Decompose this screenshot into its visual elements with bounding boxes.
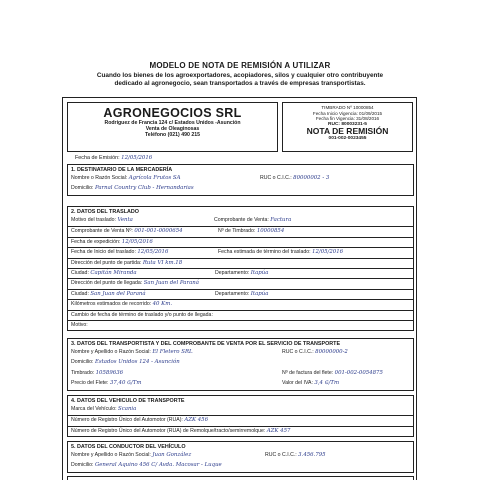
field-label: Fecha de Inicio del traslado: — [71, 249, 136, 256]
field-value: AZK 457 — [266, 427, 291, 434]
issuer-ruc: RUC: 80003231-5 — [328, 121, 367, 127]
field-value: Capitán Miranda — [90, 269, 137, 276]
section-next-partial — [67, 476, 414, 480]
timbrado-start: Fecha Inicio Vigencia: 01/09/2015 — [312, 110, 383, 116]
field-value: Itapúa — [250, 290, 269, 297]
field-value: Estados Unidos 124 - Asunción — [94, 359, 180, 366]
field-value: 10000854 — [256, 228, 285, 235]
field-label: Nº de Timbrado: — [218, 228, 256, 235]
field-value: 12/05/2016 — [121, 238, 153, 245]
field-value: Parnal Country Club - Hernandarias — [94, 185, 194, 192]
field-value: 12/05/2016 — [312, 249, 344, 256]
field-value: 80000002 - 3 — [293, 175, 330, 181]
section-transportista — [67, 338, 414, 391]
timbrado-number: TIMBRADO Nº 10000854 — [321, 105, 374, 110]
form-row — [68, 184, 413, 194]
field-label: Motivo del traslado: — [71, 217, 116, 223]
subtitle-line-2: dedicado al agronegocio, sean transportados a través de empresas transportistas. — [114, 80, 366, 88]
form-row — [68, 348, 413, 358]
field-label: Kilómetros estimados de recorrido: — [71, 301, 152, 308]
field-label: Dirección del punto de partida: — [71, 259, 142, 266]
form-row — [68, 216, 413, 226]
form-row — [68, 278, 413, 288]
field-label: Domicilio: — [71, 185, 94, 192]
field-label: Nombre o Razón Social: — [71, 175, 128, 181]
section-title: 4. DATOS DEL VEHICULO DE TRANSPORTE — [71, 398, 185, 404]
timbrado-end: Fecha fin Vigencia: 31/08/2016 — [315, 116, 380, 122]
field-label: Ciudad: — [71, 290, 89, 297]
emission-date — [75, 155, 152, 161]
field-label: Marca del Vehículo: — [71, 406, 117, 412]
field-value: Itapúa — [250, 269, 269, 276]
field-value: 001-002-0054875 — [334, 369, 383, 376]
page-subtitle — [70, 72, 410, 89]
form-row — [68, 451, 413, 461]
company-activity: Venta de Oleaginosas — [145, 126, 200, 132]
field-label: Timbrado: — [71, 369, 95, 376]
field-value: 37,40 ₲/Tm — [109, 380, 142, 387]
field-value: 12/05/2016 — [137, 249, 169, 256]
form-row — [68, 226, 413, 236]
form-row — [68, 358, 413, 368]
field-label: Nombre y Apellido o Razón Social: — [71, 349, 151, 355]
document-title: NOTA DE REMISIÓN — [306, 126, 389, 137]
field-label: Ciudad: — [71, 269, 89, 276]
form-row — [68, 369, 413, 379]
field-label: Comprobante de Venta Nº: — [71, 228, 133, 235]
field-label: RUC o C.I.C.: — [282, 349, 314, 355]
field-label: Fecha de expedición: — [71, 238, 121, 245]
field-label: Fecha estimada de término del traslado: — [218, 249, 311, 256]
field-label: Número de Registro Único del Automotor (RUA): — [71, 417, 183, 424]
form-row — [68, 310, 413, 320]
document-number: 001-002-0023455 — [328, 136, 367, 142]
field-label: Nº de factura del flete: — [282, 369, 334, 376]
field-value: San Juan del Paraná — [143, 280, 199, 287]
field-value: Agrícola Frutos SA — [128, 175, 181, 181]
form-row — [68, 405, 413, 415]
form-row — [68, 268, 413, 278]
company-name: AGRONEGOCIOS SRL — [103, 106, 242, 120]
section-destinatario — [67, 164, 414, 196]
field-value: 80000000-2 — [315, 349, 348, 355]
emission-date-value: 12/05/2016 — [121, 155, 153, 161]
field-value: El Fletero SRL — [152, 349, 193, 355]
form-row — [68, 426, 413, 436]
timbrado-box — [282, 102, 413, 152]
emission-date-label: Fecha de Emisión: — [75, 155, 120, 161]
field-value: General Aquino 456 C/ Avda. Macosar - Luque — [94, 462, 222, 469]
field-label: Número de Registro Único del Automotor (RUA) de Remolque/tracto/semirremolque: — [71, 427, 266, 434]
form-row — [68, 299, 413, 309]
form-row — [68, 415, 413, 425]
field-label: Precio del Flete: — [71, 380, 109, 387]
field-label: Departamento: — [215, 269, 250, 276]
field-label: Nombre y Apellido o Razón Social: — [71, 452, 151, 458]
field-value: Ruta VI km.18 — [142, 259, 183, 266]
company-phone: Teléfono (021) 490 215 — [145, 132, 200, 138]
company-address: Rodriguez de Francia 124 c/ Estados Unidos -Asunción — [104, 120, 241, 126]
form-row — [68, 174, 413, 184]
section-title: 3. DATOS DEL TRANSPORTISTA Y DEL COMPROBANTE DE VENTA POR EL SERVICIO DE TRANSPORTE — [71, 341, 341, 347]
section-vehiculo — [67, 395, 414, 437]
section-title: 2. DATOS DEL TRASLADO — [71, 209, 139, 215]
field-value: Scania — [118, 406, 137, 412]
field-value: Factura — [270, 217, 292, 223]
form-row — [68, 258, 413, 268]
field-value: 40 Km. — [152, 301, 173, 308]
field-label: Departamento: — [215, 290, 250, 297]
field-label: RUC o C.I.C.: — [260, 175, 292, 181]
field-value: 3,4 ₲/Tm — [314, 380, 340, 387]
field-label: Motivo: — [71, 321, 88, 328]
company-header — [67, 102, 278, 152]
field-label: Domicilio: — [71, 462, 94, 469]
section-traslado — [67, 206, 414, 331]
field-value: 3.456.795 — [298, 452, 326, 458]
field-value: AZK 456 — [184, 417, 208, 424]
section-conductor — [67, 441, 414, 473]
form-row — [68, 461, 413, 471]
field-value: Venta — [117, 217, 133, 223]
section-title: 5. DATOS DEL CONDUCTOR DEL VEHÍCULO — [71, 444, 186, 450]
field-label: Domicilio: — [71, 359, 94, 366]
form-row — [68, 289, 413, 299]
form-row — [68, 320, 413, 330]
field-value: 10589636 — [95, 369, 124, 376]
field-value: San Juan del Paraná — [90, 290, 146, 297]
form-row — [68, 247, 413, 257]
field-label: Comprobante de Venta: — [214, 217, 269, 223]
page-title: MODELO DE NOTA DE REMISIÓN A UTILIZAR — [149, 61, 331, 70]
field-label: RUC o C.I.C.: — [265, 452, 297, 458]
field-label: Valor del IVA: — [282, 380, 313, 387]
field-label: Cambio de fecha de término de traslado y/o punto de llegada: — [71, 311, 213, 318]
remision-document — [62, 97, 417, 480]
field-value: 001-001-0000654 — [134, 228, 183, 235]
section-title: 1. DESTINATARIO DE LA MERCADERÍA — [71, 167, 173, 173]
form-row — [68, 237, 413, 247]
field-label: Dirección del punto de llegada: — [71, 280, 143, 287]
subtitle-line-1: Cuando los bienes de los agroexportadores, acopiadores, silos y cualquier otro contribuyente — [96, 72, 384, 79]
form-row — [68, 379, 413, 389]
field-value: Juan González — [152, 452, 192, 458]
